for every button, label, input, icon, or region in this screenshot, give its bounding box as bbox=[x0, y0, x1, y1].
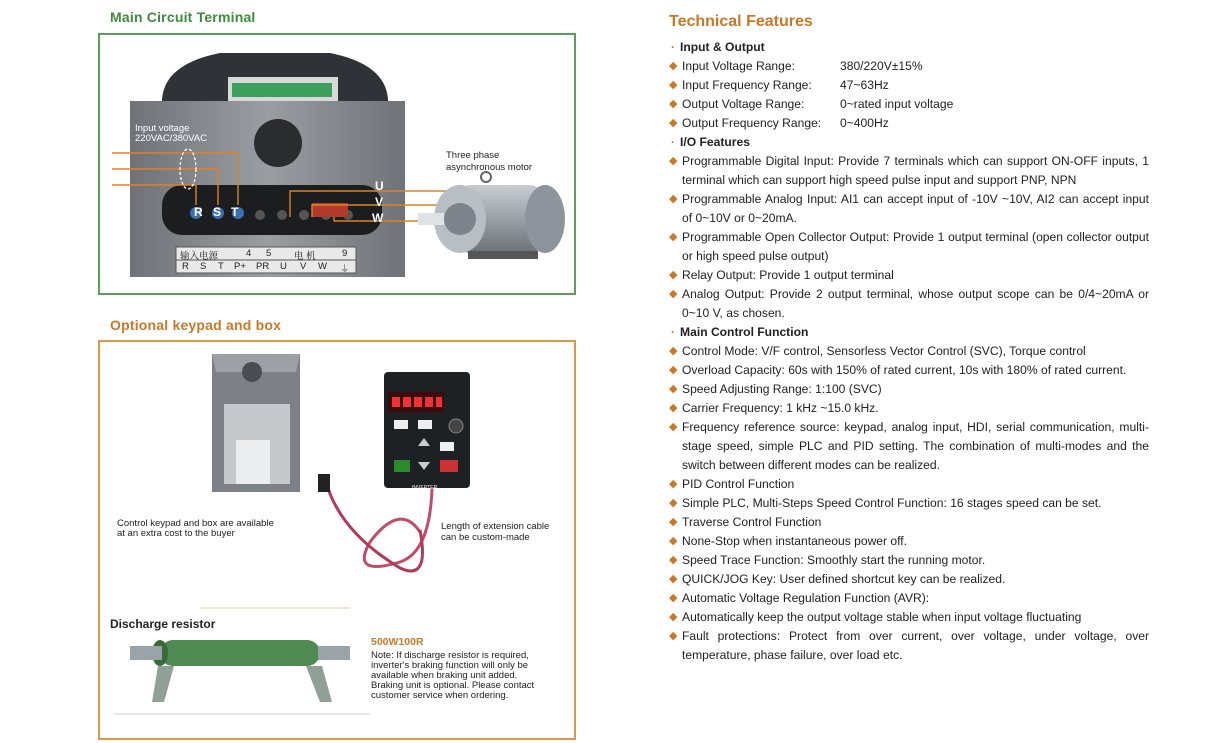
terminal-v: V bbox=[375, 195, 384, 209]
section-heading: · Input & Output bbox=[671, 40, 765, 54]
keypad-panel bbox=[98, 340, 576, 740]
table-r2-c4: P+ bbox=[234, 261, 246, 272]
motor-illustration bbox=[418, 172, 565, 259]
discharge-title: Discharge resistor bbox=[110, 617, 216, 631]
inverter-label: INVERTER bbox=[412, 485, 438, 491]
resistor-note-4: Braking unit is optional. Please contact bbox=[371, 680, 535, 691]
technical-features-title: Technical Features bbox=[669, 13, 813, 30]
keypad-caption-left-2: at an extra cost to the buyer bbox=[117, 528, 235, 539]
list-item: ◆ Output Frequency Range: 0~400Hz bbox=[669, 116, 889, 130]
list-item: ◆ Input Frequency Range: 47~63Hz bbox=[669, 78, 889, 92]
terminal-w: W bbox=[372, 211, 384, 225]
resistor-model: 500W100R bbox=[371, 636, 424, 648]
resistor-illustration bbox=[114, 640, 370, 714]
list-item: ◆ Overload Capacity: 60s with 150% of rated current, 10s with 180% of rated current. bbox=[669, 363, 1127, 377]
list-item: ◆ Speed Adjusting Range: 1:100 (SVC) bbox=[669, 382, 882, 396]
resistor-note-1: Note: If discharge resistor is required, bbox=[371, 650, 529, 661]
keypad-caption-right-1: Length of extension cable bbox=[441, 521, 550, 532]
list-item: ◆ Automatic Voltage Regulation Function (AVR): bbox=[669, 591, 930, 605]
list-item: ◆ PID Control Function bbox=[669, 477, 795, 491]
terminal-r: R bbox=[194, 205, 203, 219]
table-r2-c3: T bbox=[218, 261, 224, 272]
keypad-caption-left-1: Control keypad and box are available bbox=[117, 518, 274, 529]
list-item: ◆ Fault protections: Protect from over current, over voltage, under voltage, over temperature, phase failure, over load etc. bbox=[669, 629, 1149, 662]
motor-label-2: asynchronous motor bbox=[446, 162, 533, 173]
table-r2-c8: W bbox=[318, 261, 327, 272]
list-item: ◆ Control Mode: V/F control, Sensorless Vector Control (SVC), Torque control bbox=[669, 344, 1086, 358]
list-item: ◆ Simple PLC, Multi-Steps Speed Control Function: 16 stages speed can be set. bbox=[669, 496, 1102, 510]
table-r2-c9: ⏚ bbox=[340, 264, 350, 275]
table-r1-c3: 5 bbox=[266, 248, 272, 259]
input-voltage-label: Input voltage bbox=[135, 123, 190, 134]
terminal-u: U bbox=[375, 179, 384, 193]
table-r2-c2: S bbox=[200, 261, 207, 272]
keypad-title: Optional keypad and box bbox=[110, 317, 282, 333]
list-item: ◆ Relay Output: Provide 1 output terminal bbox=[669, 268, 894, 282]
list-item: ◆ Input Voltage Range: 380/220V±15% bbox=[669, 59, 923, 73]
features-list bbox=[669, 38, 1149, 665]
table-r2-c5: PR bbox=[256, 261, 270, 272]
main-circuit-panel bbox=[98, 33, 576, 295]
list-item: ◆ Frequency reference source: keypad, analog input, HDI, serial communication, multi-stage speed, simple PLC and PID setting. The combination of multi-modes and the switch between different modes can be realized. bbox=[669, 420, 1149, 472]
input-voltage-value: 220VAC/380VAC bbox=[135, 133, 207, 144]
section-heading: · I/O Features bbox=[671, 135, 750, 149]
list-item: ◆ Output Voltage Range: 0~rated input voltage bbox=[669, 97, 954, 111]
resistor-note-3: available when braking unit added. bbox=[371, 670, 518, 681]
keypad-caption-right-2: can be custom-made bbox=[441, 532, 530, 543]
main-circuit-title: Main Circuit Terminal bbox=[110, 9, 256, 25]
resistor-note-5: customer service when ordering. bbox=[371, 690, 509, 701]
list-item: ◆ QUICK/JOG Key: User defined shortcut key can be realized. bbox=[669, 572, 1006, 586]
motor-label-1: Three phase bbox=[446, 150, 500, 161]
list-item: ◆ None-Stop when instantaneous power off. bbox=[669, 534, 908, 548]
list-item: ◆ Automatically keep the output voltage stable when input voltage fluctuating bbox=[669, 610, 1082, 624]
list-item: ◆ Analog Output: Provide 2 output terminal, whose output scope can be 0/4~20mA or 0~10 V, as chosen. bbox=[669, 287, 1149, 320]
table-r1-c1: 输入电源 bbox=[180, 251, 219, 262]
table-r1-c5: 9 bbox=[342, 248, 348, 259]
section-heading: · Main Control Function bbox=[671, 325, 809, 339]
list-item: ◆ Programmable Digital Input: Provide 7 terminals which can support ON-OFF inputs, 1 terminal which can support high speed pulse input and support PNP, NPN bbox=[669, 154, 1149, 187]
terminal-t: T bbox=[231, 205, 239, 219]
table-r2-c7: V bbox=[300, 261, 307, 272]
list-item: ◆ Programmable Analog Input: AI1 can accept input of -10V ~10V, AI2 can accept input of 0~10V or 0~20mA. bbox=[669, 192, 1149, 225]
list-item: ◆ Carrier Frequency: 1 kHz ~15.0 kHz. bbox=[669, 401, 879, 415]
terminal-s: S bbox=[213, 205, 222, 219]
list-item: ◆ Programmable Open Collector Output: Provide 1 output terminal (open collector output or high speed pulse output) bbox=[669, 230, 1149, 263]
resistor-note-2: inverter's braking function will only be bbox=[371, 660, 529, 671]
list-item: ◆ Traverse Control Function bbox=[669, 515, 822, 529]
table-r2-c1: R bbox=[182, 261, 189, 272]
table-r1-c4: 电 机 bbox=[294, 251, 316, 262]
table-r1-c2: 4 bbox=[246, 248, 252, 259]
list-item: ◆ Speed Trace Function: Smoothly start the running motor. bbox=[669, 553, 986, 567]
table-r2-c6: U bbox=[280, 261, 287, 272]
